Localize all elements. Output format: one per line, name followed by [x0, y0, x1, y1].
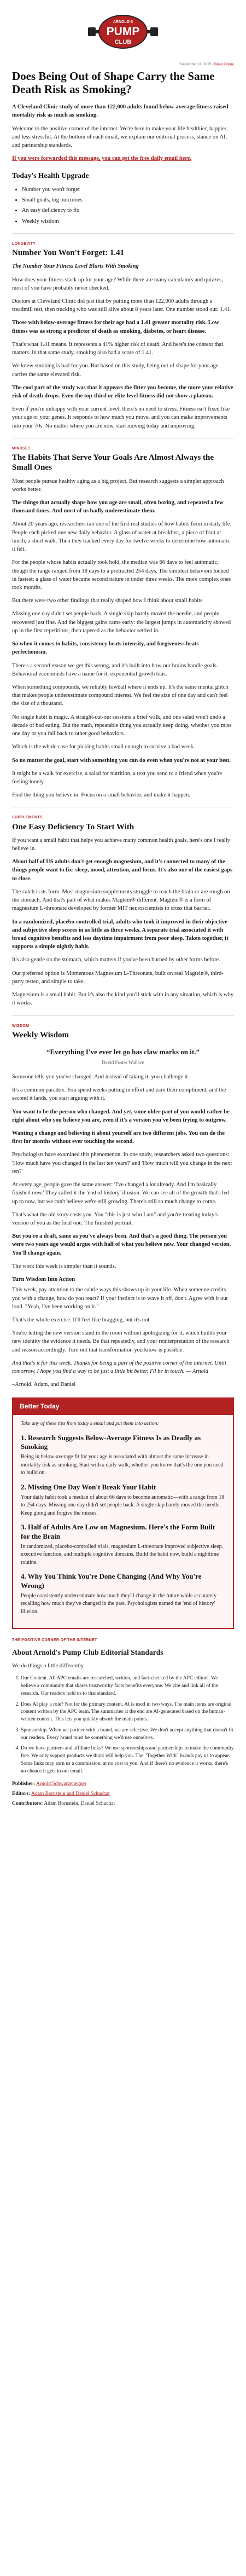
paragraph: Psychologists have examined this phenomenon. In one study, researchers asked two questions: 'How much have you changed in the last ten years?' and 'How much will you change in the next ten?': [12, 1152, 232, 1175]
better-today-item-text: Your daily habit took a median of about 66 days to become automatic—with a range from 18 to 254 days. Missing one day didn't set people back. A single skip barely moved the needle. Keep going and forgive the misses.: [21, 1494, 225, 1516]
divider: [12, 233, 234, 234]
divider: [12, 1015, 234, 1016]
closing-note: And that's it for this week. Thanks for being a part of the positive corner of the internet. Until tomorrow, I hope you find a way to be just a little bit better. I'll be in touch. — Arnold: [12, 1360, 226, 1375]
paragraph: Doctors at Cleveland Clinic did just that by putting more than 122,000 adults through a treadmill test, then tracking who was still alive about 8 years later. One number stood out: 1.41.: [12, 298, 232, 313]
section-title: One Easy Deficiency To Start With: [12, 822, 134, 831]
paragraph: So when it comes to habits, consistency beats intensity, and forgiveness beats perfectionism.: [12, 641, 199, 656]
better-today-intro: Take any of these tips from today's email and put them into action:: [21, 1420, 159, 1426]
standards-list: [21, 1675, 234, 1775]
paragraph: Those with below-average fitness for their age had a 1.41 greater mortality risk. Low fitness was as strong a predictor of death as smoking, diabetes, or heart disease.: [12, 320, 219, 334]
closing-attribution: –Arnold, Adam, and Daniel: [12, 1382, 76, 1388]
section-supplements: [12, 815, 234, 1007]
paragraph: But there were two other findings that really shaped how I think about small habits.: [12, 598, 204, 604]
paragraph: The things that actually shape how you age are small, often boring, and repeated a few thousand times. And most of us badly underestimate them.: [12, 500, 224, 515]
paragraph: Our preferred option is Momentous Magnesium L-Threonate, built on real Magtein®, third-party tested, and simple to take.: [12, 970, 224, 985]
better-today-item-title: 2. Missing One Day Won't Break Your Habit: [21, 1482, 156, 1491]
paragraph: This week, pay attention to the subtle ways this shows up in your life. When someone credits you with a change, how do you react? If your instinct is to wave it off, don't. Agree with it out loud. "Yeah, I've been working on it.": [12, 1287, 228, 1310]
read-online-link[interactable]: Read Online: [214, 62, 234, 67]
weekly-quote: “Everything I've ever let go has claw marks on it.”: [46, 1047, 200, 1056]
better-today-item-title: 4. Why You Think You're Done Changing (And Why You're Wrong): [21, 1572, 202, 1590]
better-today-title: Better Today: [13, 1399, 233, 1414]
paragraph: It's a common paradox. You spend weeks putting in effort and earn their compliment, and the second it lands, you start arguing with it.: [12, 1087, 226, 1102]
paragraph: Most people pursue healthy aging as a big project. But research suggests a simpler approach works better.: [12, 478, 224, 493]
section-kicker: SUPPLEMENTS: [12, 816, 43, 820]
intro-welcome: Welcome to the positive corner of the internet. We're here to make your life healthier, happier, and less stressful. At the bottom of each email, we explain our editorial process, stance on AI, and partnership standards.: [12, 125, 228, 149]
paragraph: There's a second reason we get this wrong, and it's built into how our brains handle goals. Behavioral economists have a name for it: exponential growth bias.: [12, 662, 218, 677]
paragraph: The cool part of the study was that it appears the fitter you become, the more your relative risk of death drops. Even the top-third or elite-level fitness did not show a plateau.: [12, 384, 233, 399]
footer-kicker: THE POSITIVE CORNER OF THE INTERNET: [12, 1638, 97, 1643]
paragraph: It's also gentle on the stomach, which matters if you've been burned by other forms before.: [12, 957, 220, 963]
paragraph: That's what 1.41 means. It represents a 41% higher risk of death. And here's the context that matters. In that same study, smoking also had a score of 1.41.: [12, 341, 224, 356]
upgrade-title: Today's Health Upgrade: [12, 171, 89, 180]
paragraph: How does your fitness stack up for your age? While there are many calculators and quizzes, most of you have probably never checked.: [12, 276, 223, 291]
section-title: Weekly Wisdom: [12, 1030, 69, 1039]
email-meta: September 11, 2025 | Read Online: [179, 62, 234, 67]
section-kicker: LONGEVITY: [12, 241, 36, 246]
action-title: Turn Wisdom Into Action: [12, 1277, 75, 1283]
email-date: September 11, 2025: [179, 62, 212, 67]
section-longevity: [12, 241, 234, 430]
publisher-link[interactable]: Arnold Schwarzenegger: [36, 1781, 87, 1787]
better-today-item-text: In randomized, placebo-controlled trials, magnesium L-threonate improved subjective sleep, executive function, and multiple cognitive domains. Build the habit now, build a nighttime routine.: [21, 1543, 224, 1566]
paragraph: Even if you're unhappy with your current level, there's no need to stress. Fitness isn't fixed like your age or your genes. It responds to how much you move, and you can make improvements into your 70s. No matter where you are now, start moving today and improving.: [12, 406, 230, 429]
paragraph: Magnesium is a small habit. But it's also the kind you'll stick with in any situation, which is why it works.: [12, 992, 234, 1007]
paragraph: In a randomized, placebo-controlled trial, adults who took it improved in their objective and subjective sleep scores in as little as three weeks. A separate trial associated it with broad cognitive benefits and less daytime impairment from poor sleep. Taken together, it supports a simple nightly habit.: [12, 919, 229, 950]
better-today-item: [21, 1572, 225, 1616]
section-kicker: MINDSET: [12, 446, 31, 450]
paragraph: Find the thing you believe in. Focus on a small behavior, and make it happen.: [12, 792, 190, 799]
paragraph: At every age, people gave the same answer: 'I've changed a lot already. And I'm basically finished now.' They called it the 'end of history' illusion. We can see all of the growth that's led up to now, but we can't believe we're still growing. There's still so much change to come.: [12, 1182, 229, 1205]
logo-bottom-text: CLUB: [114, 39, 132, 45]
standard-item: 4. Do we have partners and affiliate links? We use sponsorships and partnerships to make the community free. We only support products we think will help you. The "Together With" brands pay us to appear. Some links may earn us a commission, at no cost to you. And if there's no evidence it works, there's no chance it gets in our email.: [21, 1745, 234, 1775]
paragraph: It might be a walk for exercise, a salad for nutrition, a text you send to a friend when you're feeling lonely.: [12, 770, 222, 785]
paragraph: That's what the old story costs you. You "this is just who I am" and you're treating today's version of you as the final one. The finished portrait.: [12, 1211, 218, 1226]
paragraph: You're letting the new version stand in the room without apologizing for it, which builds your new identity the evidence it needs. Be that repeatedly, and your reinterpretation of the research and reason accordingly. Turn out that transformation you know is possible.: [12, 1330, 230, 1353]
pump-club-logo[interactable]: [85, 12, 161, 51]
quote-attribution: David Foster Wallace: [102, 1059, 144, 1065]
upgrade-item: • Number you won't forget: [22, 186, 234, 194]
dek: A Cleveland Clinic study of more than 122,000 adults found below-average fitness raised mortality risk as much as smoking.: [12, 104, 229, 119]
editorial-standards: [12, 1638, 234, 1807]
upgrade-list: [22, 186, 234, 226]
paragraph: No single habit is magic. A straight-cut-out sessions a brief walk, and one salad won't undo a decade of bad eating. But the math, repeatable thing you actually keep doing, whether you miss one day or you fall back to other good behaviors.: [12, 714, 232, 737]
better-today-item-title: 3. Half of Adults Are Low on Magnesium. Here's the Form Built for the Brain: [21, 1523, 215, 1540]
upgrade-item: • An easy deficiency to fix: [22, 206, 234, 215]
paragraph: If you want a small habit that helps you achieve many common health goals, here's one I really believe in.: [12, 837, 231, 852]
logo-top-text: ARNOLD'S: [113, 20, 133, 24]
contributors-credit: Contributors: Adam Bornstein, Daniel Schuchat: [12, 1801, 115, 1807]
section-title: Number You Won't Forget: 1.41: [12, 249, 125, 258]
better-today-item-title: 1. Research Suggests Below-Average Fitness Is as Deadly as Smoking: [21, 1433, 201, 1451]
upgrade-item: • Small goals, big outcomes: [22, 196, 234, 204]
editors-credit: Editors: Adam Bornstein and Daniel Schuchat: [12, 1791, 110, 1797]
paragraph: Someone tells you you've changed. And instead of taking it, you challenge it.: [12, 1073, 190, 1080]
footer-intro: We do things a little differently.: [12, 1663, 85, 1670]
editors-link[interactable]: Adam Bornstein and Daniel Schuchat: [31, 1791, 110, 1797]
paragraph: Which is the whole case for picking habits small enough to survive a bad week.: [12, 744, 195, 750]
standard-item: 1. Our Content. All APC emails are researched, written, and fact-checked by the APC editors. We believe a community that shares trustworthy facts benefits everyone. We cite and link all of the research. Our readers hold us to that standard.: [21, 1675, 234, 1697]
paragraph: So no matter the goal, start with something you can do even when you're not at your best.: [12, 757, 231, 764]
header: [12, 0, 234, 62]
section-wisdom: [12, 1024, 234, 1389]
better-today-box: [12, 1397, 234, 1629]
paragraph: We knew smoking is bad for you. But based on this study, being out of shape for your age carries the same elevated risk.: [12, 363, 219, 378]
paragraph: Wanting a change and believing it about yourself are two different jobs. You can do the first for months without ever touching the second.: [12, 1130, 225, 1145]
standard-item: 2. Does AI play a role? Not for the primary content. AI is used in two ways. The main items are original content written by the APC team. The summaries at the end are AI-generated based on the human-written content. This lets you quickly absorb the main points.: [21, 1701, 234, 1724]
better-today-item-text: Being in below-average fit for your age is associated with almost the same increase in mortality risk as smoking. Start with a daily walk, whether you know that's the one you need to build on.: [21, 1454, 224, 1476]
better-today-item: [21, 1483, 225, 1518]
paragraph: The catch is its form. Most magnesium supplements struggle to reach the brain or are rough on the stomach. And that's part of what makes Magtein® different. Magtein® is a form of magnesium L-threonate developed by former MIT neuroscientists to cross that barrier.: [12, 888, 230, 912]
section-kicker: WISDOM: [12, 1024, 30, 1028]
better-today-item: [21, 1523, 225, 1567]
section-mindset: [12, 446, 234, 800]
headline: Does Being Out of Shape Carry the Same Death Risk as Smoking?: [12, 69, 215, 96]
section-subtitle: The Number Your Fitness Level Blurts With Smoking: [12, 263, 139, 270]
intro-forwarded[interactable]: If you were forwarded this message, you can get the free daily email here.: [12, 155, 192, 162]
upgrade-item: • Weekly wisdom: [22, 217, 234, 226]
paragraph: But you're a draft, same as you've always been. And that's a good thing. The person you were two years ago would argue with half of what you believe now. Your changed version. You'll change again.: [12, 1233, 231, 1256]
publisher-credit: Publisher: Arnold Schwarzenegger: [12, 1781, 87, 1787]
paragraph: You want to be the person who changed. And yet, some older part of you would rather be right about who you believe you are, even if it's a version you've been trying to outgrow.: [12, 1108, 230, 1123]
footer-title: About Arnold's Pump Club Editorial Standards: [12, 1648, 163, 1656]
paragraph: The work this week is simpler than it sounds.: [12, 1263, 116, 1269]
paragraph: About half of US adults don't get enough magnesium, and it's connected to many of the things people want to fix: sleep, mood, attention, and focus. It's also one of the easiest gaps to close.: [12, 859, 233, 882]
paragraph: That's the whole exercise. It'll feel like bragging, but it's not.: [12, 1316, 151, 1323]
paragraph: About 20 years ago, researchers ran one of the first real studies of how habits form in daily life. People each picked one new daily behavior. A glass of water at breakfast, a piece of fruit at lunch, a short walk. Then they tracked every day for twelve weeks to determine how automatic it felt.: [12, 521, 232, 553]
paragraph: For the people whose habits actually took hold, the median was 66 days to feel automatic, though the range ranged from 18 days to a protracted 254 days. The simplest behaviors locked in fastest: a glass of water became second nature in under three weeks. The more complex ones took months.: [12, 559, 231, 591]
logo-mid-text: PUMP: [106, 25, 140, 38]
section-title: The Habits That Serve Your Goals Are Almost Always the Small Ones: [12, 453, 214, 472]
standard-item: 3. Sponsorship. When we partner with a brand, we are selective. We don't accept anything that doesn't fit our readers. Every brand must be something we'd use ourselves.: [21, 1727, 234, 1742]
better-today-item: [21, 1434, 225, 1477]
better-today-item-text: People consistently underestimate how much they'll change in the future while accurately recalling how much they've changed in the past. Psychologists named the 'end of history' illusion.: [21, 1592, 217, 1615]
paragraph: Missing one day didn't set people back. A single skip barely moved the needle, and people recovered just fine. And the biggest gains came early: the largest jumps in automaticity showed up in the first repetitions, then tapered as the behavior settled in.: [12, 611, 231, 634]
paragraph: When something compounds, we reliably lowball where it ends up. It's the same mental glitch that makes people underestimate compound interest. We feel the size of one day and can't feel the size of a thousand.: [12, 684, 229, 707]
